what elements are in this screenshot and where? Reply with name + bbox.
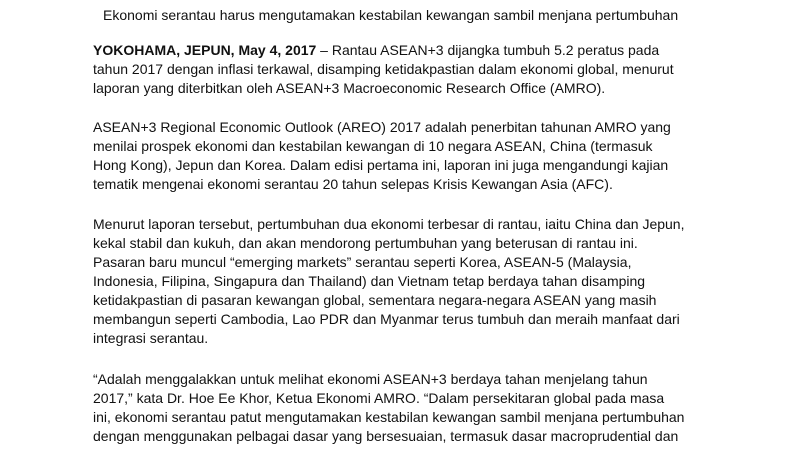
paragraph-line: Menurut laporan tersebut, pertumbuhan dua ekonomi terbesar di rantau, iaitu China dan Jepun, [93,216,685,232]
dateline: YOKOHAMA, JEPUN, May 4, 2017 [93,42,317,58]
paragraph-line: Hong Kong), Jepun dan Korea. Dalam edisi pertama ini, laporan ini juga mengandungi kajian [93,157,669,173]
paragraph-line: “Adalah menggalakkan untuk melihat ekonomi ASEAN+3 berdaya tahan menjelang tahun [93,371,648,387]
paragraph-line: integrasi serantau. [93,330,209,346]
paragraph-line: ASEAN+3 Regional Economic Outlook (AREO) 2017 adalah penerbitan tahunan AMRO yang [93,119,671,135]
paragraph-3 [93,215,685,348]
paragraph-4 [93,370,684,446]
paragraph-line: laporan yang diterbitkan oleh ASEAN+3 Macroeconomic Research Office (AMRO). [93,80,606,96]
paragraph-text: – Rantau ASEAN+3 dijangka tumbuh 5.2 peratus pada [316,42,660,58]
paragraph-line: ketidakpastian di pasaran kewangan global, sementara negara-negara ASEAN yang masih [93,292,657,308]
paragraph-line: 2017,” kata Dr. Hoe Ee Khor, Ketua Ekonomi AMRO. “Dalam persekitaran global pada masa [93,390,665,406]
paragraph-line: tahun 2017 dengan inflasi terkawal, disamping ketidakpastian dalam ekonomi global, menurut [93,61,674,77]
paragraph-2 [93,118,671,194]
document-subtitle: Ekonomi serantau harus mengutamakan kestabilan kewangan sambil menjana pertumbuhan [103,7,679,23]
paragraph-line: membangun seperti Cambodia, Lao PDR dan Myanmar terus tumbuh dan meraih manfaat dari [93,311,680,327]
paragraph-line: Pasaran baru muncul “emerging markets” serantau seperti Korea, ASEAN-5 (Malaysia, [93,254,632,270]
paragraph-line: ini, ekonomi serantau patut mengutamakan kestabilan kewangan sambil menjana pertumbuhan [93,409,685,425]
paragraph-line: Indonesia, Filipina, Singapura dan Thailand) dan Vietnam tetap berdaya tahan disamping [93,273,646,289]
paragraph-line: menilai prospek ekonomi dan kestabilan kewangan di 10 negara ASEAN, China (termasuk [93,138,653,154]
paragraph-line: kekal stabil dan kukuh, dan akan mendorong pertumbuhan yang beterusan di rantau ini. [93,235,638,251]
paragraph-1 [93,41,674,98]
paragraph-line [93,41,674,60]
paragraph-line: tematik mengenai ekonomi serantau 20 tahun selepas Krisis Kewangan Asia (AFC). [93,176,613,192]
paragraph-line: dengan menggunakan pelbagai dasar yang bersesuaian, termasuk dasar macroprudential dan [93,428,679,444]
